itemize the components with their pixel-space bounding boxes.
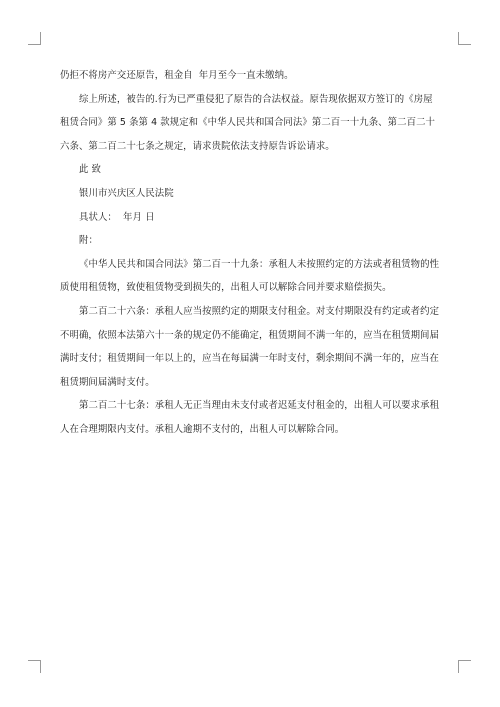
article-219: 《中华人民共和国合同法》第二百一十九条：承租人未按照约定的方法或者租赁物的性质使用租赁物，致使租赁物受到损失的，出租人可以解除合同并要求赔偿损失。 — [60, 258, 440, 294]
document-body — [60, 64, 440, 442]
crop-mark-bottom-left — [28, 660, 41, 673]
salutation: 此 致 — [79, 164, 102, 176]
appendix-label: 附： — [79, 235, 98, 247]
paragraph-rent-unpaid: 仍拒不将房产交还原告，租金自 年月至今一直未缴纳。 — [60, 70, 294, 81]
plaintiff-signature-line: 具状人： 年月 日 — [79, 211, 155, 223]
court-name: 银川市兴庆区人民法院 — [79, 187, 174, 199]
article-227: 第二百二十七条：承租人无正当理由未支付或者迟延支付租金的，出租人可以要求承租人在合理期限内支付。承租人逾期不支付的，出租人可以解除合同。 — [60, 400, 440, 435]
crop-mark-top-left — [28, 32, 41, 45]
crop-mark-top-right — [458, 32, 471, 45]
crop-mark-bottom-right — [458, 660, 471, 673]
paragraph-summary-claim: 综上所述，被告的.行为已严重侵犯了原告的合法权益。原告现依据双方签订的《房屋租赁合同》第 5 条第 4 款规定和《中华人民共和国合同法》第二百一十九条、第二百二十六条、第二百二十七条之规定，请求贵院依法支持原告诉讼请求。 — [60, 93, 436, 152]
article-226: 第二百二十六条：承租人应当按照约定的期限支付租金。对支付期限没有约定或者约定不明确，依照本法第六十一条的规定仍不能确定，租赁期间不满一年的，应当在租赁期间届满时支付；租赁期间一年以上的，应当在每届满一年时支付，剩余期间不满一年的，应当在租赁期间届满时支付。 — [60, 305, 440, 388]
